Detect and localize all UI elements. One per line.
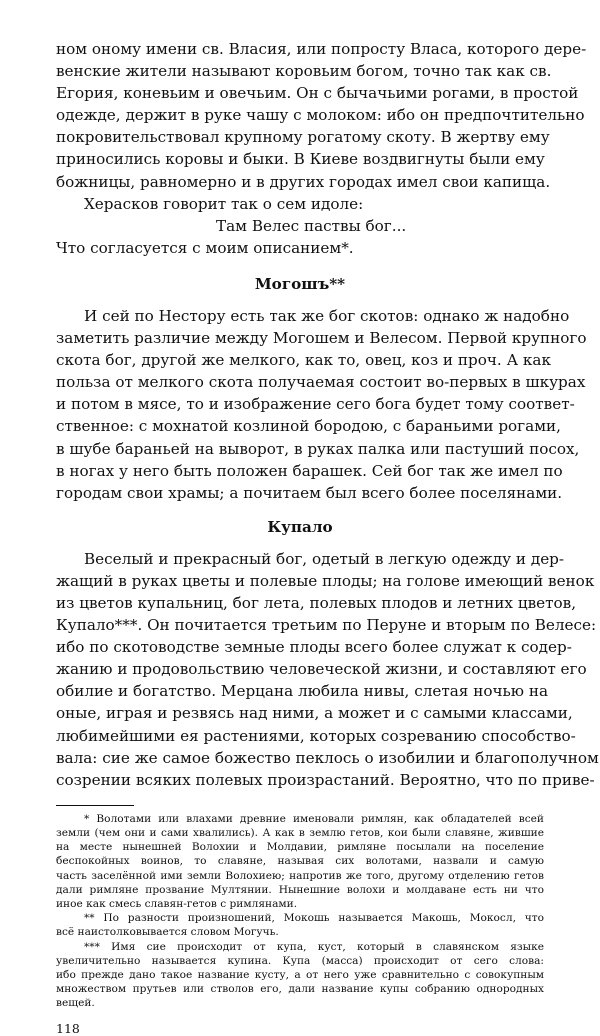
text-line: Веселый и прекрасный бог, одетый в легкую одежду и дер- — [84, 549, 565, 568]
text-line: И сей по Нестору есть так же бог скотов: однако ж надобно — [84, 306, 570, 325]
footnote-line: беспокойных воинов, то славяне, называя сих волотами, назвали и самую — [56, 855, 544, 868]
document-page — [56, 38, 599, 1036]
text-line: созрении всяких полевых произрастаний. Вероятно, что по приве- — [56, 770, 595, 789]
text-line: ственное: с мохнатой козлиной бородою, с бараньими рогами, — [56, 417, 561, 436]
section-heading-kupalo: Купало — [267, 517, 333, 536]
kheraskov-line: Херасков говорит так о сем идоле: — [84, 194, 364, 213]
text-line: польза от мелкого скота получаемая состоит во-первых в шкурах — [56, 373, 586, 392]
text-line: жащий в руках цветы и полевые плоды; на голове имеющий венок — [56, 571, 595, 590]
text-line: божницы, равномерно и в других городах имел свои капища. — [56, 172, 551, 191]
text-line: в шубе бараньей на выворот, в руках палка или пастуший посох, — [56, 439, 580, 458]
text-line: покровительствовал крупному рогатому скоту. В жертву ему — [56, 128, 550, 147]
footnote-line: ** По разности произношений, Мокошь называется Макошь, Мокосл, что — [84, 912, 544, 925]
text-line: жанию и продовольствию человеческой жизни, и составляют его — [56, 660, 587, 679]
footnote-divider — [56, 805, 134, 806]
section-heading-mokosh: Могошъ** — [254, 274, 346, 293]
text-line: в ногах у него быть положен барашек. Сей бог так же имел по — [56, 461, 563, 480]
conclusion-line: Что согласуется с моим описанием*. — [56, 238, 354, 257]
footnote-line: * Волотами или влахами древние именовали римлян, как обладателей всей — [84, 812, 544, 825]
footnotes — [56, 812, 544, 1011]
text-line: обилие и богатство. Мерцана любила нивы, слетая ночью на — [56, 682, 549, 701]
text-line: приносились коровы и быки. В Киеве воздвигнуты были ему — [56, 150, 545, 169]
footnote-line: ибо прежде дано такое название кусту, а от него уже сравнительно с совокупным — [56, 969, 544, 982]
footnote — [56, 911, 544, 939]
footnote-line: на месте нынешней Волохии и Молдавии, римляне посылали на поселение — [56, 841, 544, 854]
footnote-line: множеством прутьев или стволов его, дали название купы собранию однородных — [56, 983, 544, 996]
footnote-line: часть заселённой ими земли Волохиею; напротив же того, другому отделению гетов — [56, 869, 544, 882]
footnote-line: иное как смесь славян-гетов с римлянами. — [56, 898, 298, 911]
footnote-line: дали римляне прозвание Мултянии. Нынешние волохи и молдаване есть ни что — [56, 883, 544, 896]
page-number: 118 — [56, 1020, 80, 1036]
text-line: вала: сие же самое божество пеклось о изобилии и благополучном — [56, 748, 599, 767]
intro-paragraph — [56, 38, 587, 193]
text-line: одежде, держит в руке чашу с молоком: ибо он предпочтительно — [56, 106, 585, 125]
text-line: городам свои храмы; а почитаем был всего более поселянами. — [56, 483, 563, 502]
poem-quote: Там Велес паствы бог... — [216, 216, 407, 235]
text-line: скота бог, другой же мелкого, как то, овец, коз и проч. А как — [56, 351, 551, 370]
footnote-line: земли (чем они и сами хвалились). А как в землю гетов, кои были славяне, жившие — [56, 827, 544, 840]
text-line: из цветов купальниц, бог лета, полевых плодов и летних цветов, — [56, 593, 577, 612]
kupalo-paragraph — [56, 548, 599, 791]
footnote — [56, 940, 544, 1011]
footnote — [56, 812, 544, 911]
text-line: оные, играя и резвясь над ними, а может и с самыми классами, — [56, 704, 573, 723]
footnote-line: *** Имя сие происходит от купа, куст, который в славянском языке — [84, 940, 544, 953]
mokosh-paragraph — [56, 305, 587, 504]
text-line: любимейшими ея растениями, которых созреванию способство- — [56, 726, 576, 745]
text-line: Купало***. Он почитается третьим по Перуне и вторым по Велесе: — [56, 616, 597, 635]
text-line: и потом в мясе, то и изображение сего бога будет тому соответ- — [56, 395, 575, 414]
footnote-line: вещей. — [56, 997, 95, 1010]
text-line: ном оному имени св. Власия, или попросту Власа, которого дере- — [56, 40, 587, 58]
footnote-line: увеличительно называется купина. Купа (масса) происходит от сего слова: — [56, 954, 544, 967]
text-line: ибо по скотоводстве земные плоды всего более служат к содер- — [56, 638, 572, 657]
text-line: заметить различие между Могошем и Велесом. Первой крупного — [56, 329, 587, 348]
footnote-line: всё наистолковывается словом Могучь. — [56, 926, 279, 939]
text-line: венские жители называют коровьим богом, точно так как св. — [56, 62, 552, 81]
text-line: Егория, коневьим и овечьим. Он с бычачьими рогами, в простой — [56, 84, 579, 103]
